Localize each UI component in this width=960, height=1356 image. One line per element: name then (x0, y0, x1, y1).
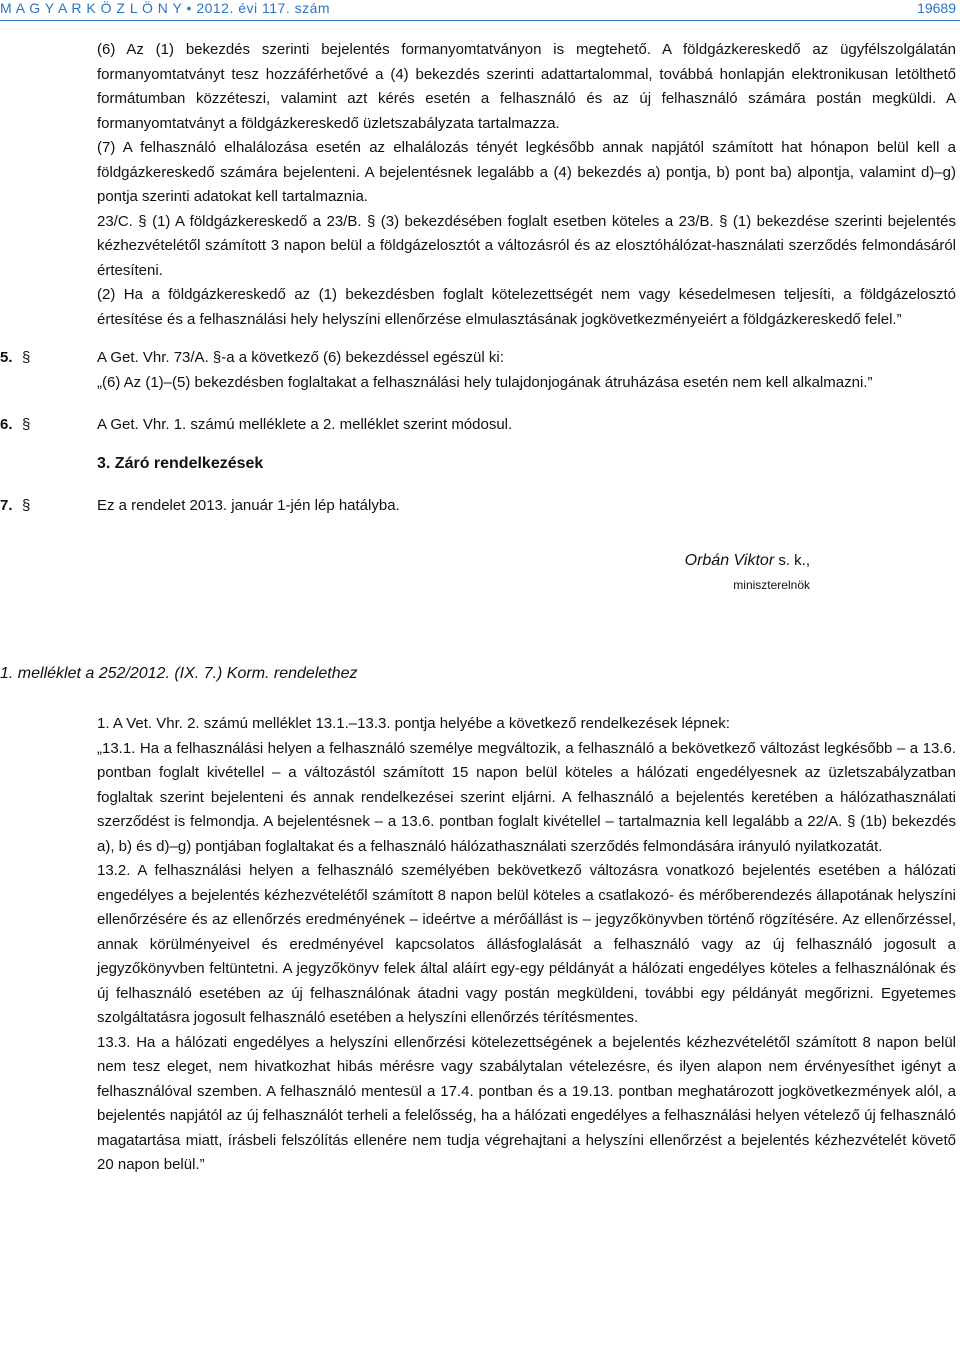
annex-intro: 1. A Vet. Vhr. 2. számú melléklet 13.1.–13.3. pontja helyébe a következő rendelkezések lépnek: (97, 715, 730, 732)
section-text: A Get. Vhr. 73/A. §-a a következő (6) bekezdéssel egészül ki: (97, 349, 504, 366)
chapter-heading: 3. Záró rendelkezések (97, 454, 264, 472)
section-sign: § (22, 349, 31, 366)
page-header (0, 0, 960, 24)
annex-paragraph: 13.3. Ha a hálózati engedélyes a helyszíni ellenőrzési kötelezettségének a bejelentés kézhezvételétől számított 8 napon belül nem tesz eleget, nem hivatkozhat hibás mérésre vagy szabálytalan vételezésre, és ilyen alapon nem érvényesíthet igényt a felhasználóval szemben. A felhasználó mentesül a 17.4. pontban és a 19.13. pontban meghatározott jogkövetkezmények alól, a bejelentés napjától az új felhasználót terheli a felelősség, ha a hálózati engedélyes a felhasználási helyen vételező új felhasználó magatartása miatt, írásbeli felszólítás ellenére nem tudja végrehajtani a helyszíni ellenőrzést a bejelentés kézhezvételét követő 20 napon belül.” (97, 1033, 956, 1173)
annex-paragraph: 13.2. A felhasználási helyen a felhasználó személyében bekövetkező változásra vonatkozó bejelentés esetében a hálózati engedélyes a bejelentés kézhezvételétől számított 8 napon belül köteles a csatlakozó- és mérőberendezés állapotának helyszíni ellenőrzésére és az ellenőrzés eredményének – ideértve a mérőállást is – jegyzőkönyvben történő rögzítésére. Az ellenőrzéssel, annak körülményeivel és eredményével kapcsolatos állásfoglalását a felhasználó vagy az új felhasználó jogosult a jegyzőkönyvben feltüntetni. A jegyzőkönyv felek által aláírt egy-egy példányát a hálózati engedélyes köteles a felhasználónak és új felhasználó esetében az új felhasználónak átadni vagy postán megküldeni, további egy példányát megőrizni. Egyetemes szolgáltatásra jogosult felhasználó esetében a helyszíni ellenőrzés térítésmentes. (97, 862, 956, 1026)
signature-block (0, 549, 960, 598)
annex-paragraph: „13.1. Ha a felhasználási helyen a felhasználó személye megváltozik, a felhasználó a bekövetkező változást legkésőbb – a 13.6. pontban foglalt kivétellel – a változástól számított 15 napon belül köteles a hálózati engedélyesnek az üzletszabályzatban foglaltak szerint bejelenteni és annak rendelkezései szerint eljárni. A felhasználó a bejelentés keretében a hálózathasználati szerződést is felmondja. A bejelentésnek – a 13.6. pontban foglalt kivétellel – tartalmaznia kell legalább a 22/A. § (1b) bekezdés a), b) és d)–g) pontjában foglaltakat és a felhasználó hálózathasználati szerződés felmondására irányuló nyilatkozatát. (97, 739, 956, 855)
section-5 (0, 346, 960, 395)
annex-title: 1. melléklet a 252/2012. (IX. 7.) Korm. rendelethez (0, 664, 358, 682)
document-body (0, 38, 960, 1178)
paragraph: (6) Az (1) bekezdés szerinti bejelentés formanyomtatványon is megtehető. A földgázkereskedő az ügyfélszolgálatán formanyomtatványt tesz hozzáférhetővé a (4) bekezdés szerinti adattartalommal, továbbá honlapján elektronikusan letölthető formátumban közzéteszi, valamint azt kérés esetén a felhasználó és az új felhasználó számára postán megküldi. A formanyomtatványt a földgázkereskedő üzletszabályzata tartalmazza. (97, 41, 956, 132)
signatory-title: miniszterelnök (733, 578, 810, 592)
signatory-name: Orbán Viktor (684, 551, 775, 569)
section-number: 5. (0, 349, 13, 366)
paragraph: (7) A felhasználó elhalálozása esetén az elhalálozás tényét legkésőbb annak napjától számított hat hónapon belül kell a földgázkereskedő számára bejelenteni. A bejelentésnek legalább a (4) bekezdés a) pontja, b) pont ba) alpontja, valamint d)–g) pontja szerinti adatokat kell tartalmaznia. (97, 139, 956, 205)
paragraph: (2) Ha a földgázkereskedő az (1) bekezdésben foglalt kötelezettségét nem vagy késedelmesen teljesíti, a földgázelosztó értesítése és a felhasználási hely helyszíni ellenőrzése elmulasztásának jogkövetkezményeiért a földgázkereskedő felel.” (97, 286, 956, 328)
header-rule (0, 20, 960, 21)
section-text: Ez a rendelet 2013. január 1-jén lép hatályba. (97, 497, 400, 514)
section-text: A Get. Vhr. 1. számú melléklete a 2. melléklet szerint módosul. (97, 416, 513, 433)
page-number: 19689 (917, 0, 956, 16)
journal-title: M A G Y A R K Ö Z L Ö N Y • 2012. évi 117. szám (0, 0, 331, 16)
continuation-block (0, 38, 960, 332)
annex-body (0, 712, 960, 1178)
section-sign: § (22, 497, 31, 514)
paragraph: 23/C. § (1) A földgázkereskedő a 23/B. § (3) bekezdésében foglalt esetben köteles a 23/B. § (1) bekezdése szerinti bejelentés kézhezvételétől számított 3 napon belül a földgázelosztót a változásról és az elosztóhálózat-használati szerződés felmondásáról értesíteni. (97, 212, 956, 279)
section-text: „(6) Az (1)–(5) bekezdésben foglaltakat a felhasználási hely tulajdonjogának átruházása esetén nem kell alkalmazni.” (97, 373, 873, 391)
section-number: 6. (0, 416, 13, 433)
section-6 (0, 413, 960, 438)
signatory-suffix: s. k., (774, 551, 810, 569)
section-number: 7. (0, 497, 13, 514)
section-7 (0, 494, 960, 519)
section-sign: § (22, 416, 31, 433)
